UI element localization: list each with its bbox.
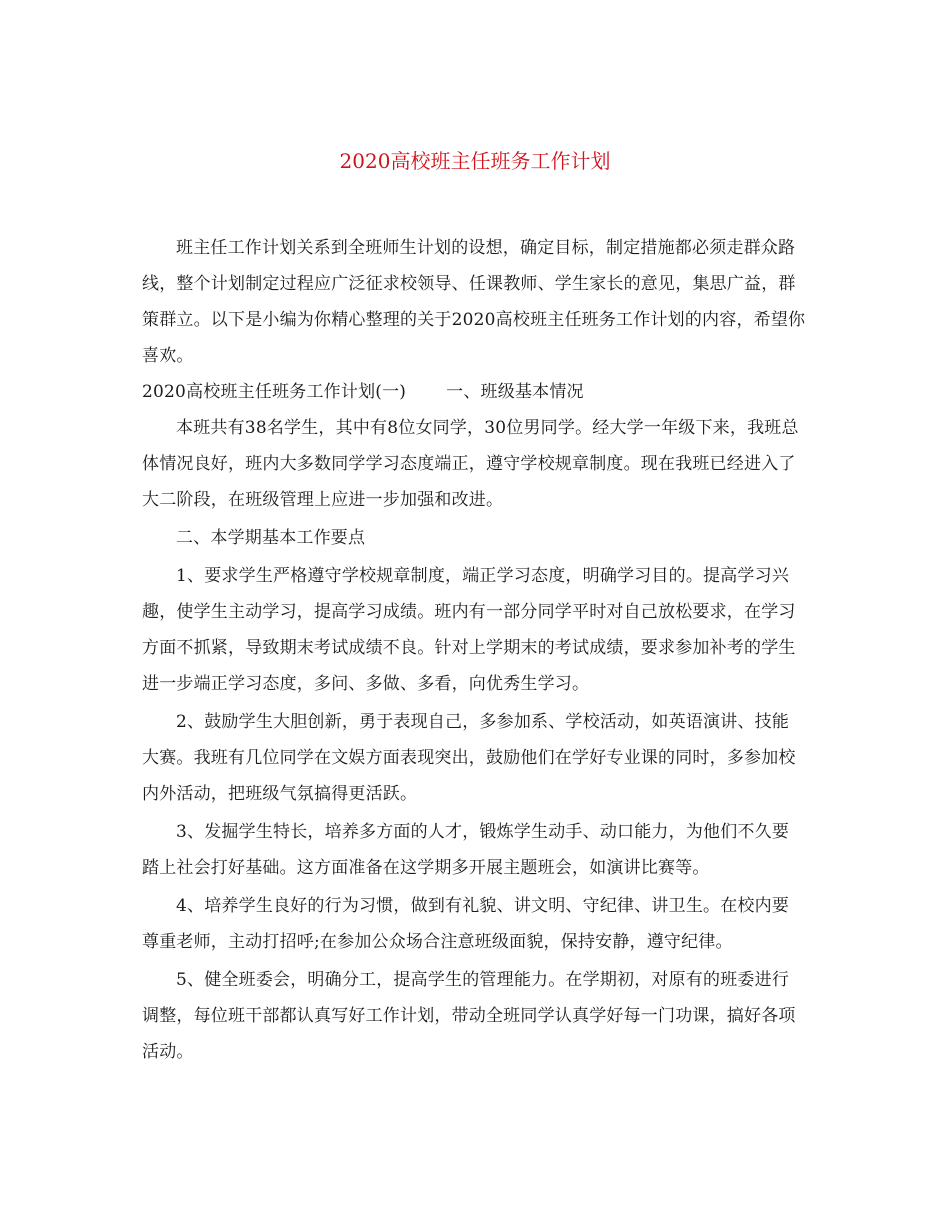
point-paragraph: 5、健全班委会，明确分工，提高学生的管理能力。在学期初，对原有的班委进行调整，每位班干部都认真写好工作计划，带动全班同学认真学好每一门功课，搞好各项活动。 (142, 970, 796, 1062)
section2-heading: 二、本学期基本工作要点 (176, 528, 366, 548)
document-title: 2020高校班主任班务工作计划 (339, 149, 611, 173)
intro-paragraph: 班主任工作计划关系到全班师生计划的设想，确定目标，制定措施都必须走群众路线，整个计划制定过程应广泛征求校领导、任课教师、学生家长的意见，集思广益，群策群立。以下是小编为你精心整理的关于2020高校班主任班务工作计划的内容，希望你喜欢。 (142, 238, 806, 366)
section-heading: 2020高校班主任班务工作计划(一) (142, 382, 407, 402)
section1-heading: 一、班级基本情况 (446, 382, 584, 402)
point-paragraph: 3、发掘学生特长，培养多方面的人才，锻炼学生动手、动口能力，为他们不久要踏上社会打好基础。这方面准备在这学期多开展主题班会，如演讲比赛等。 (142, 822, 790, 878)
point-paragraph: 4、培养学生良好的行为习惯，做到有礼貌、讲文明、守纪律、讲卫生。在校内要尊重老师，主动打招呼;在参加公众场合注意班级面貌，保持安静，遵守纪律。 (142, 896, 790, 952)
point-paragraph: 1、要求学生严格遵守学校规章制度，端正学习态度，明确学习目的。提高学习兴趣，使学生主动学习，提高学习成绩。班内有一部分同学平时对自己放松要求，在学习方面不抓紧，导致期末考试成绩不良。针对上学期末的考试成绩，要求参加补考的学生进一步端正学习态度，多问、多做、多看，向优秀生学习。 (142, 566, 796, 694)
section1-paragraph: 本班共有38名学生，其中有8位女同学，30位男同学。经大学一年级下来，我班总体情况良好，班内大多数同学学习态度端正，遵守学校规章制度。现在我班已经进入了大二阶段，在班级管理上应进一步加强和改进。 (142, 418, 799, 510)
section-heading-line (142, 374, 806, 410)
point-paragraph: 2、鼓励学生大胆创新，勇于表现自己，多参加系、学校活动，如英语演讲、技能大赛。我班有几位同学在文娱方面表现突出，鼓励他们在学好专业课的同时，多参加校内外活动，把班级气氛搞得更活跃。 (142, 712, 796, 804)
document-body (142, 230, 806, 1070)
